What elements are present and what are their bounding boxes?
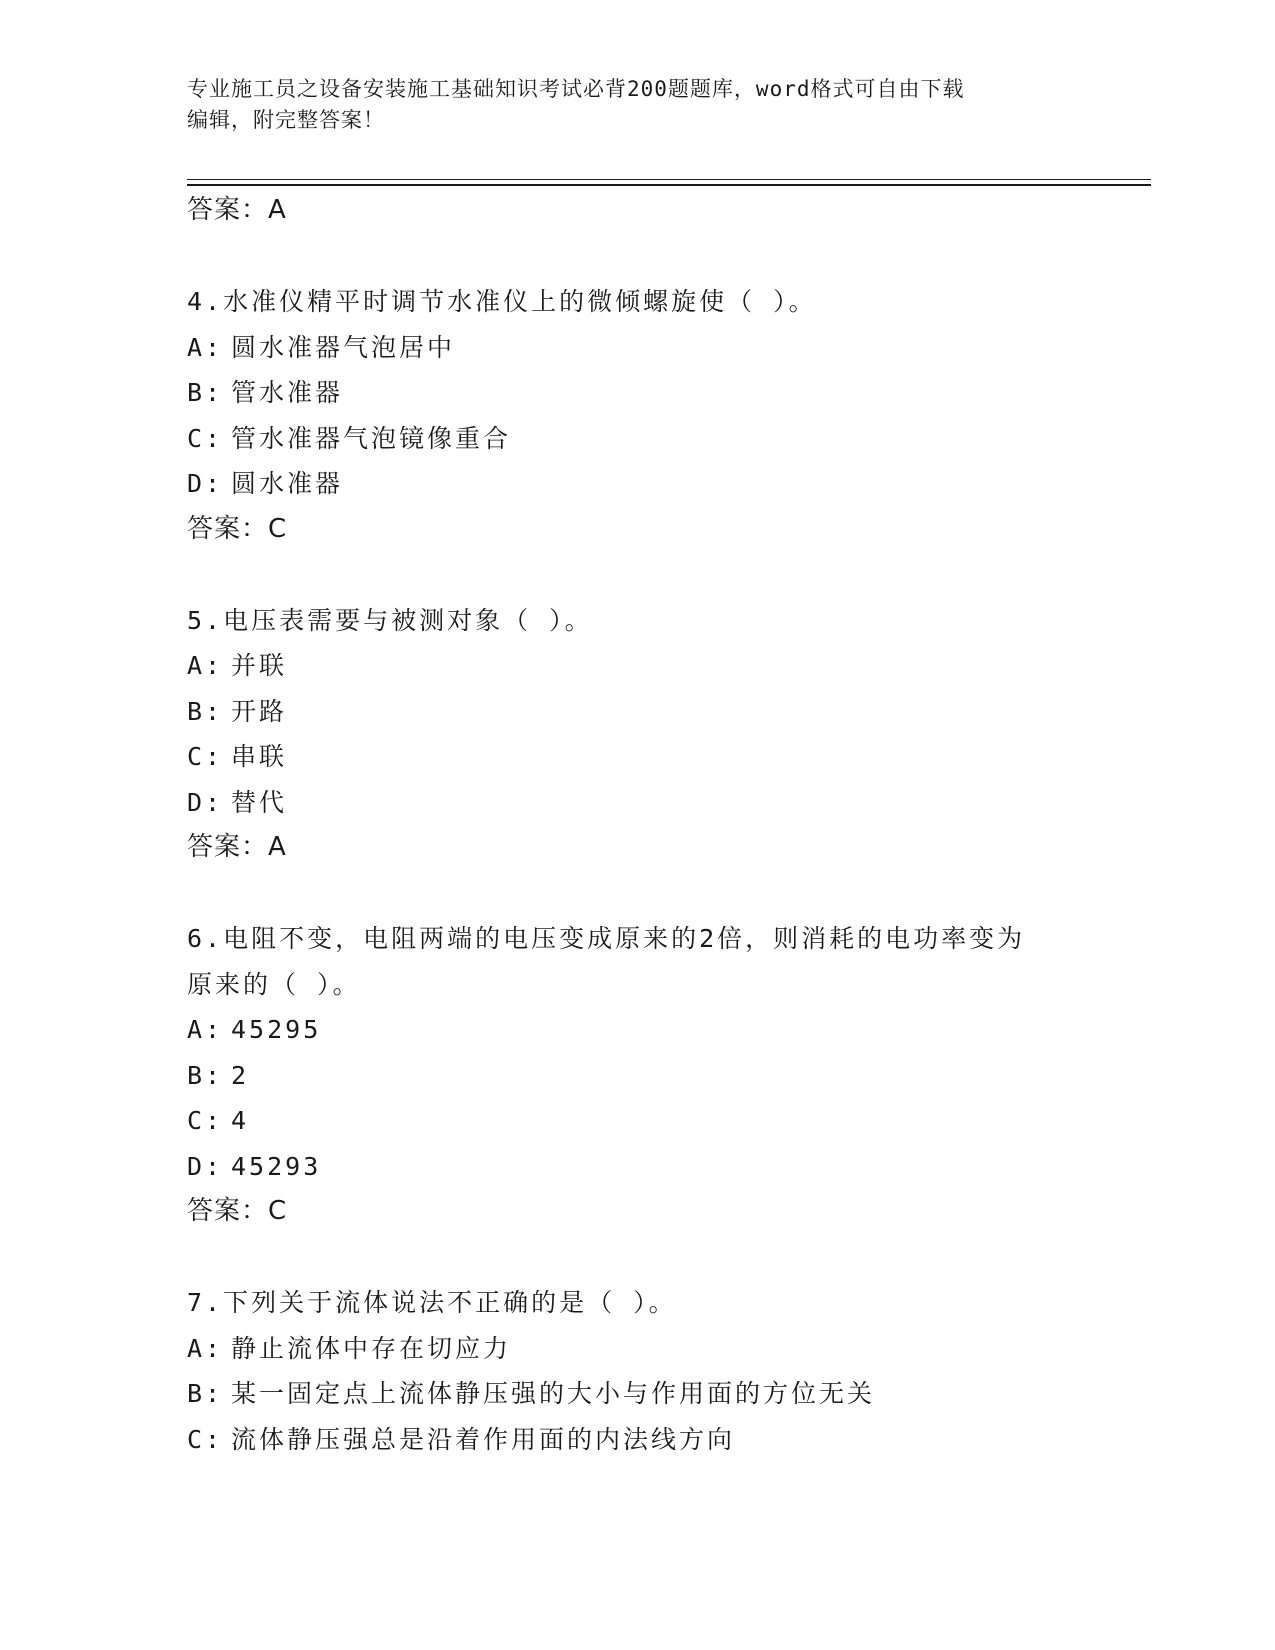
option-key: C: (187, 742, 224, 771)
option-key: D: (187, 787, 224, 817)
option-item (187, 325, 1087, 371)
option-text: 2 (231, 1060, 250, 1090)
option-text: 替代 (231, 787, 288, 817)
header-line: 编辑，附完整答案！ (187, 108, 385, 132)
option-item (187, 1144, 1087, 1190)
option-key: D: (187, 469, 224, 498)
question-block (187, 279, 1087, 552)
answer-value: C (268, 513, 288, 544)
option-key: A: (187, 1333, 224, 1363)
answer-line (187, 507, 1087, 553)
question-stem: 5.电压表需要与被测对象（ ）。 (187, 605, 593, 635)
option-text: 管水准器气泡镜像重合 (231, 423, 512, 453)
option-item (187, 370, 1087, 416)
option-text: 开路 (231, 696, 288, 726)
option-text: 某一固定点上流体静压强的大小与作用面的方位无关 (231, 1379, 876, 1408)
option-key: C: (187, 1424, 224, 1454)
option-key: A: (187, 651, 224, 680)
option-item (187, 689, 1087, 735)
option-text: 圆水准器 (231, 469, 344, 498)
question-block (187, 1280, 1087, 1462)
option-item (187, 1098, 1087, 1144)
option-key: C: (187, 423, 224, 453)
answer-value: A (268, 195, 287, 225)
option-key: A: (187, 332, 224, 362)
option-key: B: (187, 1060, 224, 1090)
answer-label: 答案： (187, 513, 269, 544)
answer-label: 答案： (187, 1196, 269, 1226)
option-text: 4 (231, 1106, 250, 1135)
option-item (187, 1417, 1087, 1463)
option-item (187, 1371, 1087, 1417)
header-line: 专业施工员之设备安装施工基础知识考试必背200题题库，word格式可自由下载 (187, 77, 965, 101)
question-spacer (187, 234, 1087, 280)
question-stem: 6.电阻不变，电阻两端的电压变成原来的2倍，则消耗的电功率变为 (187, 924, 1026, 953)
answer-label: 答案： (187, 832, 269, 862)
option-item (187, 734, 1087, 780)
option-item (187, 780, 1087, 826)
option-text: 圆水准器气泡居中 (231, 332, 456, 362)
option-text: 静止流体中存在切应力 (231, 1333, 512, 1363)
answer-label: 答案： (187, 195, 269, 225)
question-spacer (187, 552, 1087, 598)
question-stem: 原来的（ ）。 (187, 969, 361, 999)
question-block (187, 916, 1087, 1235)
question-block (187, 598, 1087, 871)
option-key: B: (187, 1379, 224, 1408)
option-key: B: (187, 696, 224, 726)
question-spacer (187, 1235, 1087, 1281)
option-key: B: (187, 378, 224, 407)
option-key: C: (187, 1106, 224, 1135)
option-item (187, 461, 1087, 507)
question-stem: 7.下列关于流体说法不正确的是（ ）。 (187, 1288, 677, 1317)
option-text: 管水准器 (231, 378, 344, 407)
answer-line (187, 1189, 1087, 1235)
option-text: 流体静压强总是沿着作用面的内法线方向 (231, 1424, 736, 1454)
option-text: 串联 (231, 742, 288, 771)
question-stem: 4.水准仪精平时调节水准仪上的微倾螺旋使（ ）。 (187, 287, 817, 316)
answer-line (187, 188, 1087, 234)
document-header (187, 74, 1067, 136)
option-item (187, 416, 1087, 462)
answer-value: C (268, 1196, 288, 1226)
option-text: 45293 (231, 1151, 322, 1181)
question-spacer (187, 871, 1087, 917)
header-divider-thin (187, 179, 1151, 180)
option-item (187, 643, 1087, 689)
option-key: D: (187, 1151, 224, 1181)
answer-line (187, 825, 1087, 871)
option-text: 并联 (231, 651, 288, 680)
option-text: 45295 (231, 1015, 322, 1044)
option-item (187, 1326, 1087, 1372)
option-item (187, 1007, 1087, 1053)
option-item (187, 1053, 1087, 1099)
header-divider-thick (187, 184, 1151, 186)
answer-value: A (268, 832, 287, 862)
question-list (187, 188, 1087, 1462)
option-key: A: (187, 1015, 224, 1044)
